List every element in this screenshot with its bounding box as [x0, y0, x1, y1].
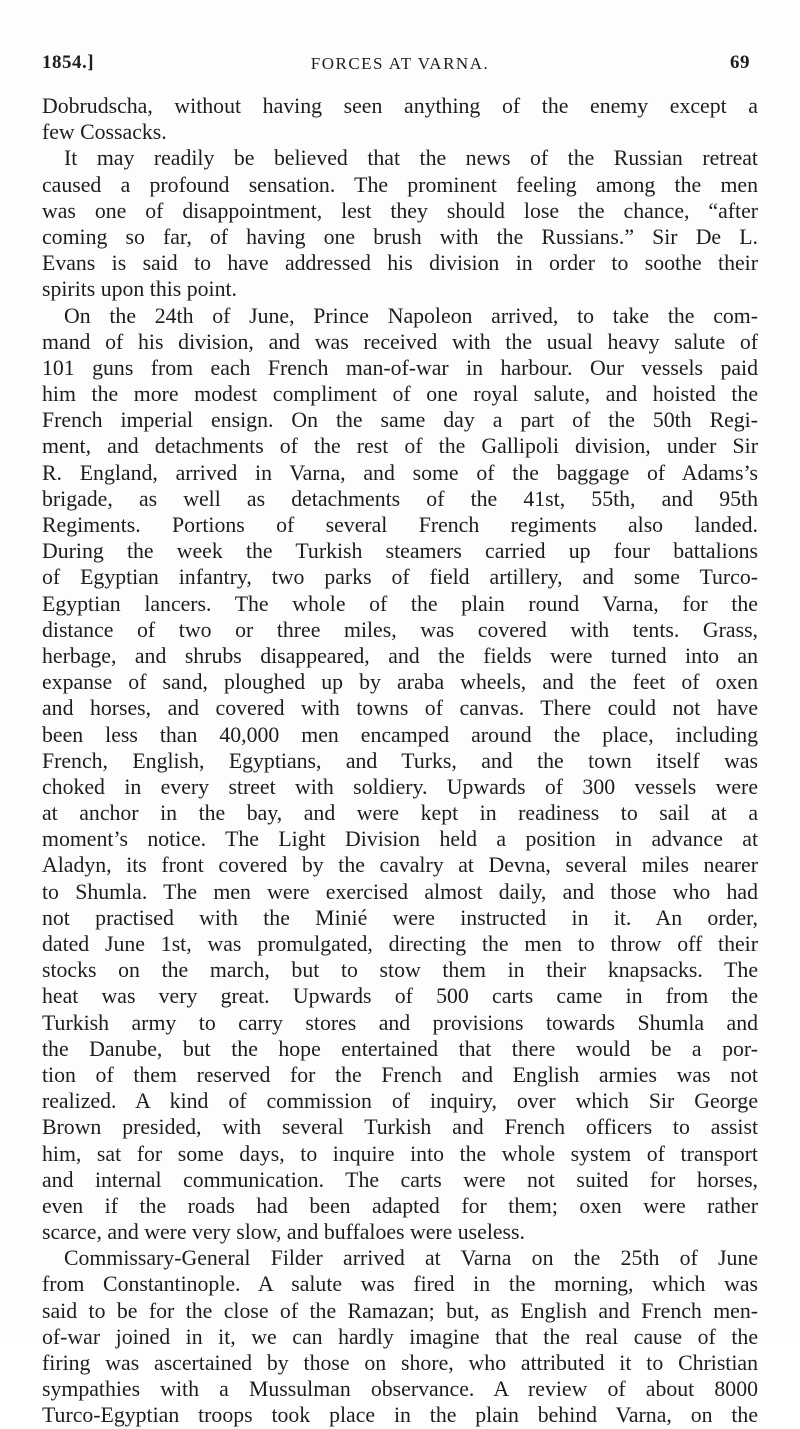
- text-line: and internal communication. The carts were not suited for horses,: [42, 1167, 758, 1192]
- text-line: scarce, and were very slow, and buffaloes were useless.: [42, 1220, 525, 1245]
- text-line: 101 guns from each French man-of-war in harbour. Our vessels paid: [42, 355, 758, 380]
- page-number: 69: [730, 52, 750, 73]
- text-line: him, sat for some days, to inquire into the whole system of transport: [42, 1141, 758, 1166]
- text-line: even if the roads had been adapted for them; oxen were rather: [42, 1193, 758, 1218]
- text-line: ment, and detachments of the rest of the Gallipoli division, under Sir: [42, 434, 758, 459]
- text-line: was one of disappointment, lest they should lose the chance, “after: [42, 198, 758, 223]
- text-line: choked in every street with soldiery. Upwards of 300 vessels were: [42, 774, 758, 799]
- text-line: It may readily be believed that the news of the Russian retreat: [64, 146, 758, 171]
- text-line: spirits upon this point.: [42, 277, 237, 302]
- text-line: distance of two or three miles, was covered with tents. Grass,: [42, 617, 758, 642]
- text-line: Aladyn, its front covered by the cavalry at Devna, several miles nearer: [42, 853, 758, 878]
- text-line: coming so far, of having one brush with the Russians.” Sir De L.: [42, 224, 758, 249]
- text-line: and horses, and covered with towns of canvas. There could not have: [42, 696, 758, 721]
- text-line: caused a profound sensation. The prominent feeling among the men: [42, 172, 758, 197]
- text-line: Egyptian lancers. The whole of the plain round Varna, for the: [42, 591, 758, 616]
- text-line: sympathies with a Mussulman observance. A review of about 8000: [42, 1377, 758, 1402]
- body-text: [42, 93, 758, 1429]
- text-line: been less than 40,000 men encamped around the place, including: [42, 722, 758, 747]
- text-line: On the 24th of June, Prince Napoleon arrived, to take the com-: [64, 303, 758, 328]
- text-line: firing was ascertained by those on shore, who attributed it to Christian: [42, 1351, 758, 1375]
- text-line: at anchor in the bay, and were kept in readiness to sail at a: [42, 801, 758, 826]
- running-head: [42, 52, 758, 82]
- text-line: Regiments. Portions of several French regiments also landed.: [42, 513, 758, 537]
- text-line: said to be for the close of the Ramazan; but, as English and French men-: [42, 1298, 758, 1323]
- text-line: tion of them reserved for the French and English armies was not: [42, 1062, 758, 1087]
- text-line: of-war joined in it, we can hardly imagine that the real cause of the: [42, 1324, 758, 1349]
- text-line: not practised with the Minié were instructed in it. An order,: [42, 905, 758, 930]
- text-line: brigade, as well as detachments of the 41st, 55th, and 95th: [42, 486, 758, 511]
- text-line: expanse of sand, ploughed up by araba wheels, and the feet of oxen: [42, 670, 758, 695]
- text-line: dated June 1st, was promulgated, directing the men to throw off their: [42, 932, 758, 956]
- text-line: R. England, arrived in Varna, and some of the baggage of Adams’s: [42, 460, 758, 485]
- running-head-year: 1854.]: [42, 52, 95, 73]
- text-line: French, English, Egyptians, and Turks, and the town itself was: [42, 748, 758, 773]
- text-line: French imperial ensign. On the same day a part of the 50th Regi-: [42, 408, 758, 433]
- text-line: heat was very great. Upwards of 500 carts came in from the: [42, 984, 758, 1009]
- text-line: from Constantinople. A salute was fired in the morning, which was: [42, 1272, 758, 1297]
- text-line: Evans is said to have addressed his division in order to soothe their: [42, 251, 758, 276]
- text-line: realized. A kind of commission of inquiry, over which Sir George: [42, 1089, 758, 1114]
- text-line: of Egyptian infantry, two parks of field artillery, and some Turco-: [42, 565, 758, 590]
- running-head-title: FORCES AT VARNA.: [310, 54, 490, 73]
- text-line: Commissary-General Filder arrived at Varna on the 25th of June: [64, 1246, 758, 1271]
- text-line: Dobrudscha, without having seen anything of the enemy except a: [42, 94, 758, 118]
- text-line: Turco-Egyptian troops took place in the plain behind Varna, on the: [42, 1403, 758, 1428]
- text-line: During the week the Turkish steamers carried up four battalions: [42, 539, 758, 564]
- text-line: Brown presided, with several Turkish and French officers to assist: [42, 1115, 758, 1140]
- text-line: few Cossacks.: [42, 120, 167, 145]
- text-line: him the more modest compliment of one royal salute, and hoisted the: [42, 382, 758, 407]
- text-line: stocks on the march, but to stow them in their knapsacks. The: [42, 958, 758, 983]
- text-line: mand of his division, and was received with the usual heavy salute of: [42, 329, 758, 354]
- text-line: moment’s notice. The Light Division held a position in advance at: [42, 827, 758, 852]
- text-line: the Danube, but the hope entertained that there would be a por-: [42, 1036, 758, 1061]
- text-line: to Shumla. The men were exercised almost daily, and those who had: [42, 879, 758, 904]
- text-line: Turkish army to carry stores and provisions towards Shumla and: [42, 1010, 758, 1035]
- text-line: herbage, and shrubs disappeared, and the fields were turned into an: [42, 643, 758, 668]
